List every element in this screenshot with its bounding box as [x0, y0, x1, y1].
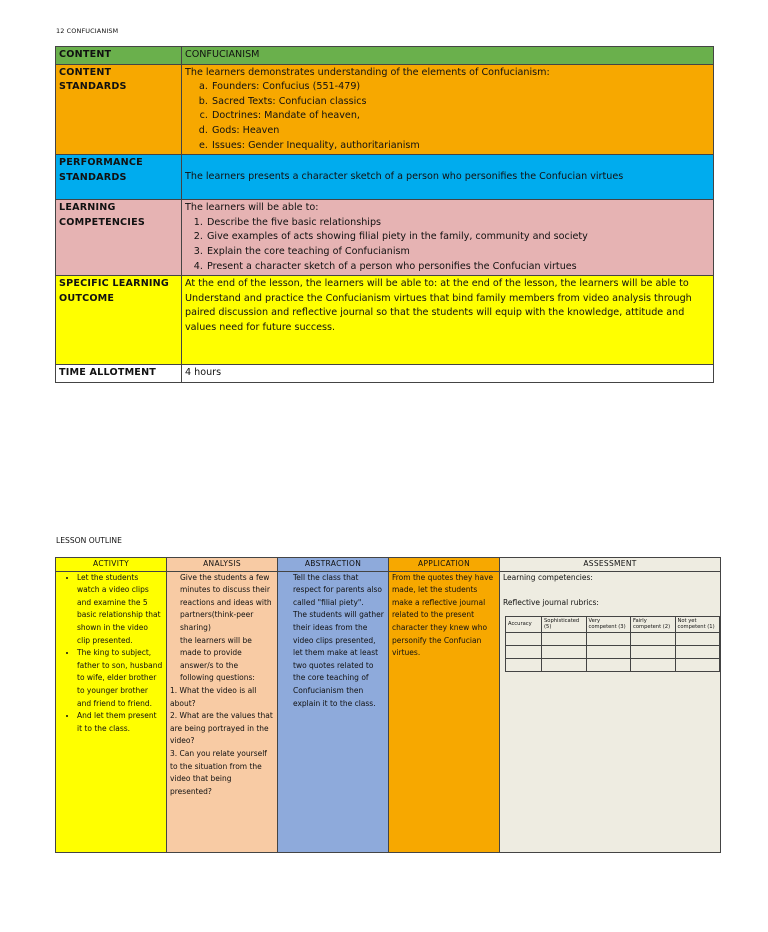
standard-item: d. Gods: Heaven [211, 124, 710, 139]
rubric-row [506, 658, 720, 671]
performance-standards-value: The learners presents a character sketch of a person who personifies the Confucian virtues [182, 155, 714, 200]
rubric-row [506, 645, 720, 658]
specific-outcome-label: SPECIFIC LEARNING OUTCOME [56, 276, 182, 365]
learning-competencies-cell [182, 200, 714, 276]
header-abstraction: ABSTRACTION [278, 558, 389, 572]
rubric-row [506, 632, 720, 645]
time-allotment-value: 4 hours [182, 365, 714, 383]
application-text: From the quotes they have made, let the students make a reflective journal related to the present character they knew who personify the Confucian virtues. [392, 572, 494, 658]
activity-list [59, 572, 163, 736]
header-assessment: ASSESSMENT [500, 558, 721, 572]
header-application: APPLICATION [389, 558, 500, 572]
abstraction-text: Tell the class that respect for parents also called "filial piety". The students will gather their ideas from the video clips presented, let them make at least two quotes related to the core teaching of Confucianism then explain it to the class. [293, 572, 384, 708]
lesson-outline-title: LESSON OUTLINE [56, 536, 122, 545]
competencies-list [185, 216, 710, 274]
outcome-line-2: Understand and practice the Confucianism virtues that bind family members from video analysis through paired discussion and reflective journal so that the students will equip with the knowledge, attitude and values need for future success. [185, 292, 692, 333]
header-activity: ACTIVITY [56, 558, 167, 572]
activity-item: • Let the students watch a video clips and examine the 5 basic relationship that shown in the video clip presented. [77, 572, 163, 648]
assessment-cell [500, 571, 721, 852]
activity-cell [56, 571, 167, 852]
analysis-questions: 1. What the video is all about? 2. What are the values that are being portrayed in the video? 3. Can you relate yourself to the situation from the video that being presented? [170, 685, 273, 796]
activity-item: • And let them present it to the class. [77, 710, 163, 735]
performance-standards-label: PERFORMANCE STANDARDS [56, 155, 182, 200]
specific-outcome-cell [182, 276, 714, 365]
competency-item: 3. Explain the core teaching of Confucianism [206, 245, 710, 260]
document-title: 12 CONFUCIANISM [56, 27, 119, 35]
assessment-line-2: Reflective journal rubrics: [503, 598, 599, 608]
rubric-table [505, 616, 720, 672]
content-standards-list [185, 80, 710, 153]
competency-item: 1. Describe the five basic relationships [206, 216, 710, 231]
content-label: CONTENT [56, 47, 182, 65]
standard-item: c. Doctrines: Mandate of heaven, [211, 109, 710, 124]
content-standards-label: CONTENT STANDARDS [56, 64, 182, 155]
content-table [55, 46, 714, 383]
standard-item: b. Sacred Texts: Confucian classics [211, 95, 710, 110]
rubric-header-fairly-competent: Fairly competent (2) [631, 616, 676, 632]
learning-competencies-label: LEARNING COMPETENCIES [56, 200, 182, 276]
rubric-header-sophisticated: Sophisticated (5) [542, 616, 587, 632]
analysis-text: Give the students a few minutes to discuss their reactions and ideas with partners(think-peer sharing) the learners will be made to provide answer/s to the following questions: [180, 572, 272, 683]
standard-item: e. Issues: Gender Inequality, authoritarianism [211, 139, 710, 154]
content-value: CONFUCIANISM [182, 47, 714, 65]
content-standards-intro: The learners demonstrates understanding of the elements of Confucianism: [185, 66, 550, 78]
content-standards-cell [182, 64, 714, 155]
competency-item: 4. Present a character sketch of a person who personifies the Confucian virtues [206, 260, 710, 275]
competency-item: 2. Give examples of acts showing filial piety in the family, community and society [206, 230, 710, 245]
activity-item: • The king to subject, father to son, husband to wife, elder brother to younger brother and friend to friend. [77, 647, 163, 710]
standard-item: a. Founders: Confucius (551-479) [211, 80, 710, 95]
application-cell [389, 571, 500, 852]
rubric-header-very-competent: Very competent (3) [586, 616, 631, 632]
outcome-line-1: At the end of the lesson, the learners will be able to: at the end of the lesson, the learners will be able to [185, 278, 689, 290]
assessment-line-1: Learning competencies: [503, 572, 593, 582]
rubric-header-not-yet-competent: Not yet competent (1) [675, 616, 720, 632]
competencies-intro: The learners will be able to: [185, 202, 319, 214]
header-analysis: ANALYSIS [167, 558, 278, 572]
rubric-header-accuracy: Accuracy [506, 616, 542, 632]
time-allotment-label: TIME ALLOTMENT [56, 365, 182, 383]
abstraction-cell [278, 571, 389, 852]
analysis-cell [167, 571, 278, 852]
lesson-outline-table [55, 557, 721, 853]
